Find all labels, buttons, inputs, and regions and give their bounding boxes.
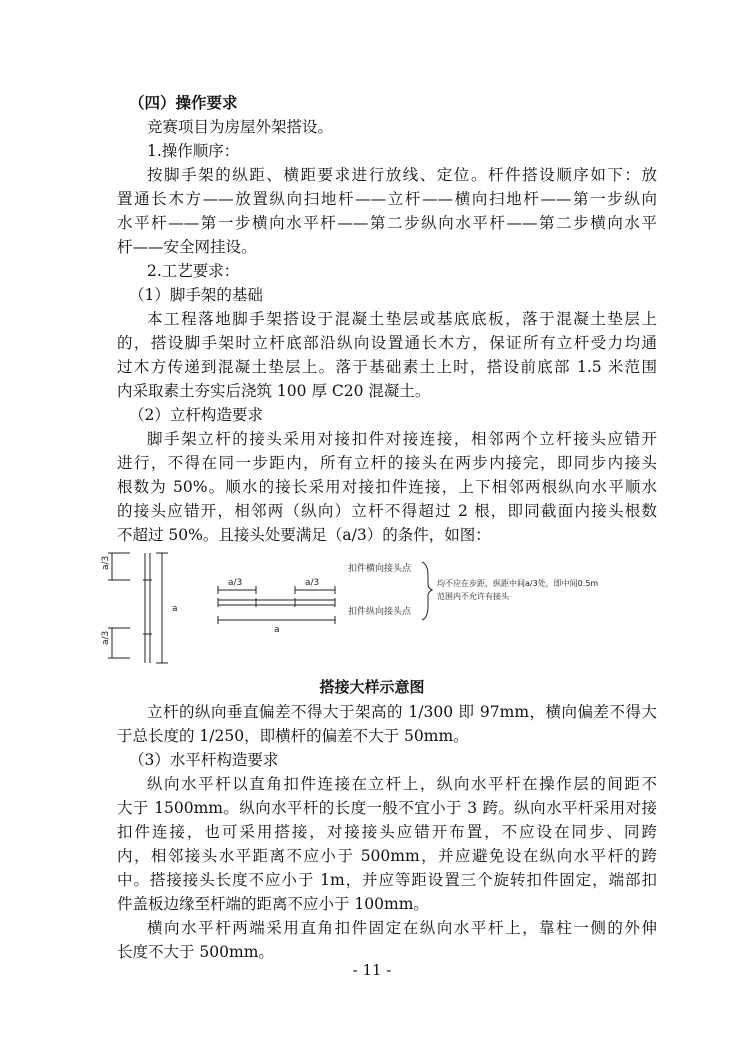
section-title: （四）操作要求 bbox=[129, 94, 238, 112]
paragraph-line: 于总长度的 1/250，即横杆的偏差不大于 50mm。 bbox=[117, 727, 469, 745]
paragraph-line: 内，相邻接头水平距离不应小于 500mm，并应避免设在纵向水平杆的跨 bbox=[117, 847, 657, 865]
paragraph-line: 2.工艺要求： bbox=[147, 262, 240, 280]
paragraph-line: 1.操作顺序： bbox=[147, 142, 240, 160]
paragraph-line: 水平杆——第一步横向水平杆——第二步纵向水平杆——第二步横向水平 bbox=[117, 214, 657, 232]
label-longitudinal-joint: 扣件纵向接头点 bbox=[348, 607, 412, 617]
paragraph-line: 按脚手架的纵距、横距要求进行放线、定位。杆件搭设顺序如下：放 bbox=[147, 166, 657, 184]
dim-label-a-horizontal: a bbox=[274, 625, 280, 635]
paragraph-line: 竞赛项目为房屋外架搭设。 bbox=[147, 118, 334, 136]
paragraph-line: 进行，不得在同一步距内，所有立杆的接头在两步内接完，即同步内接头 bbox=[117, 454, 657, 472]
paragraph-line: 内采取素土夯实后浇筑 100 厚 C20 混凝土。 bbox=[117, 382, 431, 400]
subheading: （2）立杆构造要求 bbox=[129, 406, 263, 424]
dim-label-a3-right: a/3 bbox=[305, 578, 320, 588]
subheading: （1）脚手架的基础 bbox=[129, 286, 263, 304]
paragraph-line: 件盖板边缘至杆端的距离不应小于 100mm。 bbox=[117, 895, 429, 913]
paragraph-line: 立杆的纵向垂直偏差不得大于架高的 1/300 即 97mm，横向偏差不得大 bbox=[147, 703, 657, 721]
paragraph-line: 本工程落地脚手架搭设于混凝土垫层或基底底板，落于混凝土垫层上 bbox=[147, 310, 657, 328]
paragraph-line: 长度不大于 500mm。 bbox=[117, 943, 274, 961]
paragraph-line: 扣件连接，也可采用搭接，对接接头应错开布置，不应设在同步、同跨 bbox=[117, 823, 657, 841]
dim-label-a3-left: a/3 bbox=[228, 578, 243, 588]
paragraph-line: 根数为 50%。顺水的接长采用对接扣件连接，上下相邻两根纵向水平顺水 bbox=[117, 478, 657, 496]
dim-label-a3-upper: a/3 bbox=[101, 555, 111, 570]
label-horizontal-joint: 扣件横向接头点 bbox=[348, 564, 412, 574]
brace-bracket bbox=[422, 562, 432, 620]
diagram-note-line1: 均不应在步距，纵距中间a/3处，即中间0.5m bbox=[437, 579, 599, 588]
diagram-note-line2: 范围内不允许有接头 bbox=[437, 592, 509, 601]
paragraph-line: 过木方传递到混凝土垫层上。落于基础素土上时，搭设前底部 1.5 米范围 bbox=[117, 358, 657, 376]
paragraph-line: 中。搭接接头长度不应小于 1m，并应等距设置三个旋转扣件固定，端部扣 bbox=[117, 871, 657, 889]
paragraph-line: 纵向水平杆以直角扣件连接在立杆上，纵向水平杆在操作层的间距不 bbox=[147, 775, 657, 793]
page-number: - 11 - bbox=[352, 961, 392, 979]
joint-detail-diagram bbox=[90, 548, 690, 673]
paragraph-line: 杆——安全网挂设。 bbox=[117, 238, 257, 256]
figure-caption: 搭接大样示意图 bbox=[319, 678, 425, 696]
paragraph-line: 置通长木方——放置纵向扫地杆——立杆——横向扫地杆——第一步纵向 bbox=[117, 190, 657, 208]
subheading: （3）水平杆构造要求 bbox=[129, 751, 279, 769]
dim-label-a-vertical: a bbox=[172, 604, 178, 614]
paragraph-line: 横向水平杆两端采用直角扣件固定在纵向水平杆上，靠柱一侧的外伸 bbox=[147, 919, 657, 937]
paragraph-line: 大于 1500mm。纵向水平杆的长度一般不宜小于 3 跨。纵向水平杆采用对接 bbox=[117, 799, 657, 817]
paragraph-line: 不超过 50%。且接头处要满足（a/3）的条件，如图： bbox=[117, 526, 491, 544]
paragraph-line: 的，搭设脚手架时立杆底部沿纵向设置通长木方，保证所有立杆受力均通 bbox=[117, 334, 657, 352]
dim-label-a3-lower: a/3 bbox=[101, 630, 111, 645]
paragraph-line: 脚手架立杆的接头采用对接扣件对接连接，相邻两个立杆接头应错开 bbox=[147, 430, 657, 448]
paragraph-line: 的接头应错开，相邻两（纵向）立杆不得超过 2 根，即同截面内接头根数 bbox=[117, 502, 657, 520]
